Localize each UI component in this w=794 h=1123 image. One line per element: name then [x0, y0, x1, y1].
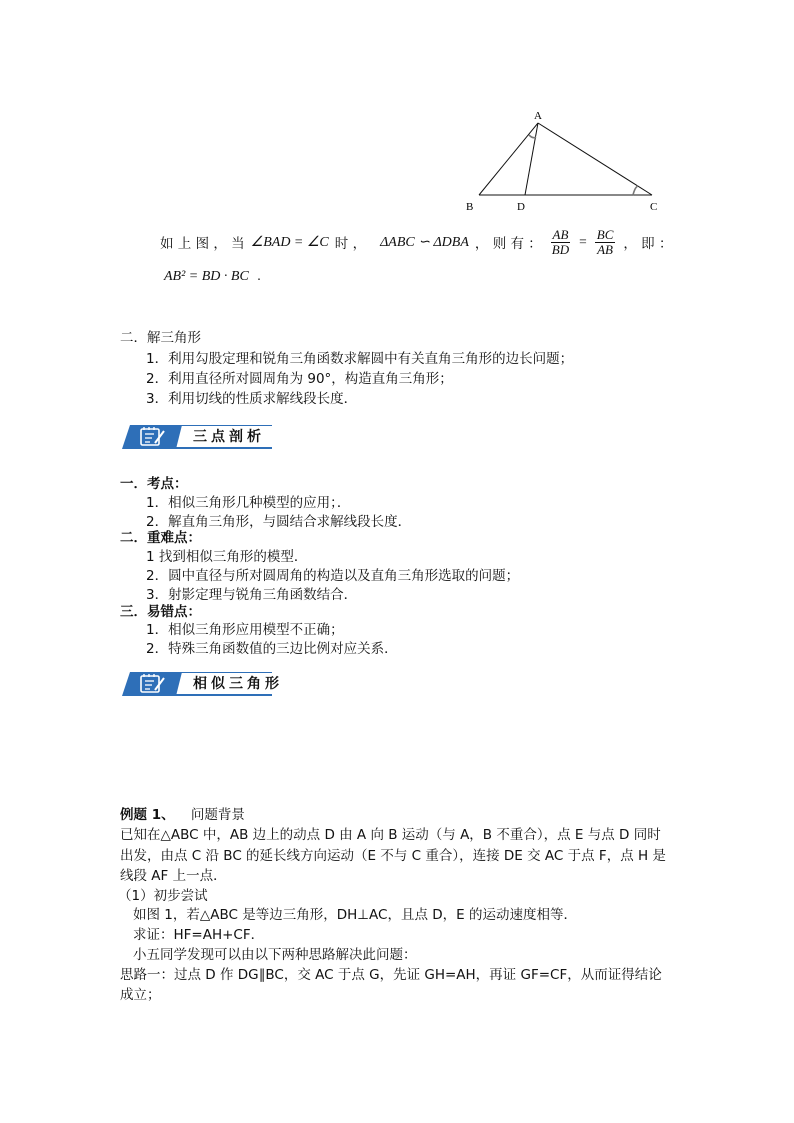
yicuo-item: 2．特殊三角函数值的三边比例对应关系．: [146, 641, 398, 657]
example-label-tail: 问题背景: [190, 807, 245, 823]
kaodian-item: 2．解直角三角形，与圆结合求解线段长度．: [146, 514, 412, 530]
intro-prefix: 如 上 图 ， 当: [160, 236, 245, 253]
example-line: 如图 1，若△ABC 是等边三角形，DH⊥AC，且点 D，E 的运动速度相等．: [133, 907, 577, 923]
section2-item: 3．利用切线的性质求解线段长度．: [146, 391, 358, 407]
point-label-d: D: [517, 201, 525, 213]
section2-item: 1．利用勾股定理和锐角三角函数求解圆中有关直角三角形的边长问题；: [146, 351, 574, 367]
intro-line: [160, 228, 672, 256]
example-line: 求证：HF=AH+CF．: [133, 927, 265, 943]
angle-equation: ∠BAD = ∠C: [250, 234, 329, 250]
fraction-ab-bd: [550, 228, 571, 256]
fraction-denominator: BD: [551, 241, 570, 257]
fraction-bc-ab: [595, 228, 616, 256]
zhongnan-item: 3．射影定理与锐角三角函数结合．: [146, 587, 358, 603]
kaodian-heading: 一．考点：: [120, 476, 188, 492]
fraction-numerator: AB: [552, 227, 569, 242]
banner-title: 相似三角形: [193, 676, 283, 692]
intro-mid2: ， 则 有 ：: [474, 236, 542, 253]
example-line: 思路一：过点 D 作 DG∥BC，交 AC 于点 G，先证 GH=AH，再证 GF=CF，从而证得结论: [120, 967, 662, 983]
fraction-denominator: AB: [597, 241, 613, 257]
point-label-b: B: [466, 201, 474, 213]
intro-mid3: ， 即 ：: [623, 236, 673, 253]
example-line: 已知在△ABC 中，AB 边上的动点 D 由 A 向 B 运动（与 A，B 不重合），点 E 与点 D 同时: [120, 827, 661, 843]
similarity-expression: ΔABC ∽ ΔDBA: [380, 234, 469, 250]
kaodian-item: 1．相似三角形几种模型的应用；．: [146, 495, 351, 511]
example-line: 出发，由点 C 沿 BC 的延长线方向运动（E 不与 C 重合），连接 DE 交 AC 于点 F，点 H 是: [120, 848, 666, 864]
result-equation: AB² = BD · BC: [164, 269, 249, 284]
triangle-figure: [460, 105, 670, 215]
equals-sign: =: [579, 234, 587, 250]
section2-item: 2．利用直径所对圆周角为 90°，构造直角三角形；: [146, 371, 453, 387]
point-label-a: A: [534, 110, 542, 122]
yicuo-heading: 三．易错点：: [120, 604, 201, 620]
result-period: .: [257, 269, 261, 284]
example-line: 小五同学发现可以由以下两种思路解决此问题：: [133, 947, 417, 963]
result-line: [164, 268, 261, 285]
example-line: 线段 AF 上一点．: [120, 868, 227, 884]
example-line: （1）初步尝试: [118, 888, 208, 904]
section2-heading: 二．解三角形: [120, 330, 201, 346]
point-label-c: C: [650, 201, 658, 213]
example-line: 成立；: [120, 987, 161, 1003]
zhongnan-heading: 二．重难点：: [120, 530, 201, 546]
example-title: [120, 803, 245, 823]
banner-title: 三点剖析: [193, 429, 265, 445]
fraction-numerator: BC: [596, 227, 614, 242]
zhongnan-item: 2．圆中直径与所对圆周角的构造以及直角三角形选取的问题；: [146, 568, 520, 584]
yicuo-item: 1．相似三角形应用模型不正确；: [146, 622, 344, 638]
intro-mid1: 时 ，: [334, 236, 367, 253]
zhongnan-item: 1 找到相似三角形的模型．: [146, 549, 308, 565]
example-label: 例题 1、: [120, 807, 175, 823]
